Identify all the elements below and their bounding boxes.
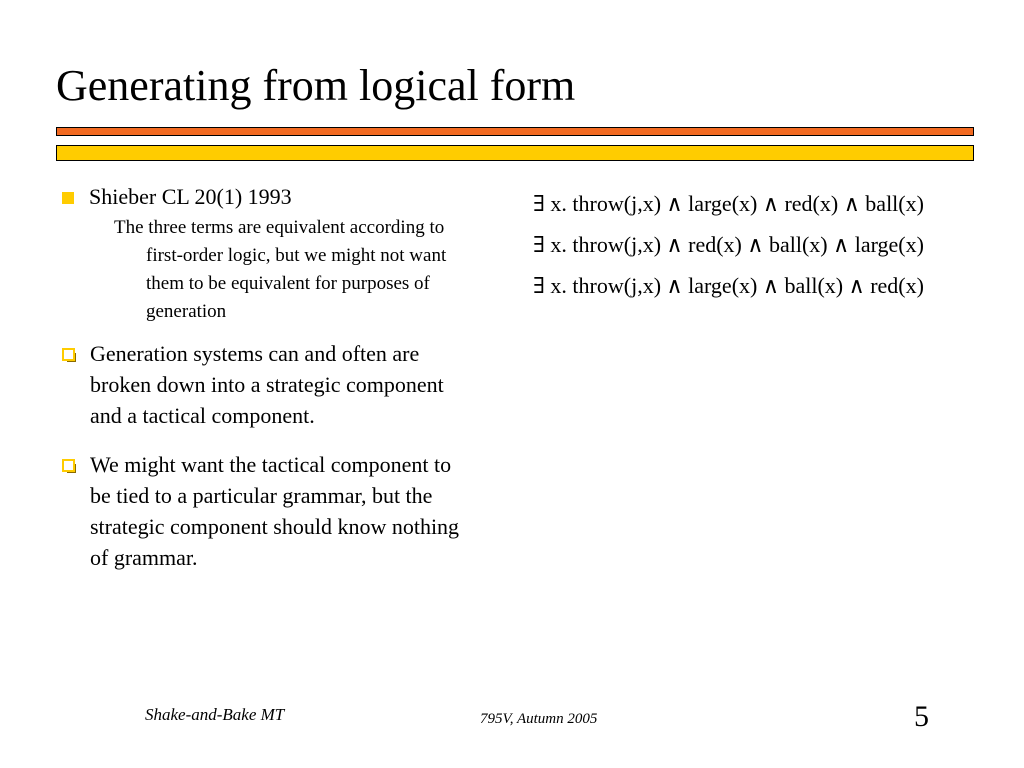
logic-formula: ∃ x. throw(j,x) ∧ red(x) ∧ ball(x) ∧ large(x) — [533, 232, 924, 257]
bullet-item — [62, 449, 492, 573]
bullet-text: Shieber CL 20(1) 1993 — [89, 184, 292, 209]
footer-title: Shake-and-Bake MT — [145, 705, 285, 724]
bullet-text: Generation systems can and often are broken down into a strategic component and a tactical component. — [90, 341, 444, 428]
right-column — [533, 187, 953, 310]
sub-bullet-text: The three terms are equivalent according to first-order logic, but we might not want them to be equivalent for purposes of generation — [114, 217, 447, 322]
bullet-item — [62, 182, 492, 326]
filled-square-bullet-icon — [62, 192, 74, 204]
footer-course: 795V, Autumn 2005 — [480, 711, 598, 727]
logic-formula: ∃ x. throw(j,x) ∧ large(x) ∧ ball(x) ∧ red(x) — [533, 273, 924, 298]
bullet-item — [62, 338, 492, 431]
hollow-square-bullet-icon — [62, 348, 75, 361]
bullet-text: We might want the tactical component to be tied to a particular grammar, but the strategic component should know nothing of grammar. — [90, 452, 460, 570]
title-rule-orange — [56, 127, 974, 136]
logic-formula: ∃ x. throw(j,x) ∧ large(x) ∧ red(x) ∧ ball(x) — [533, 191, 924, 216]
page-number: 5 — [914, 700, 929, 733]
left-column — [62, 182, 492, 573]
title-rule-yellow — [56, 145, 974, 161]
hollow-square-bullet-icon — [62, 459, 75, 472]
slide-title: Generating from logical form — [56, 61, 576, 110]
